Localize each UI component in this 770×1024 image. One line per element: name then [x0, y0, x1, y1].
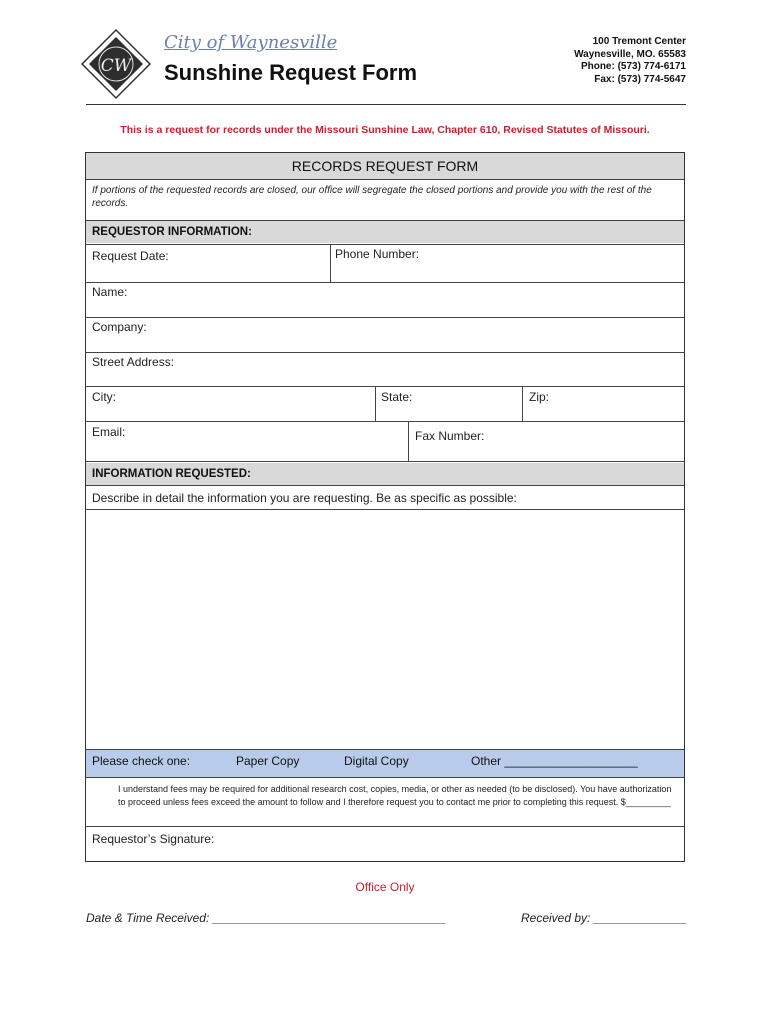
form-title: Sunshine Request Form [164, 60, 418, 85]
divider [86, 282, 684, 283]
other-option[interactable]: Other ____________________ [471, 754, 638, 768]
city-field[interactable]: City: [92, 390, 116, 404]
delivery-format-bar [86, 749, 684, 777]
email-field[interactable]: Email: [92, 425, 126, 439]
street-address-field[interactable]: Street Address: [92, 355, 175, 369]
divider [408, 421, 409, 461]
divider [86, 244, 684, 245]
requestor-signature-field[interactable]: Requestor’s Signature: [92, 832, 215, 846]
divider [522, 386, 523, 421]
date-time-received-field[interactable]: Date & Time Received: ___________________________________ [86, 911, 447, 925]
information-section-header: INFORMATION REQUESTED: [86, 463, 684, 485]
divider [375, 386, 376, 421]
received-by-field[interactable]: Received by: ______________ [521, 911, 688, 925]
describe-instructions: Describe in detail the information you are requesting. Be as specific as possible: [92, 491, 517, 505]
intro-text: If portions of the requested records are closed, our office will segregate the closed portions and provide you with the rest of the records. [92, 185, 652, 209]
address-line: 100 Tremont Center [592, 36, 686, 47]
paper-copy-option[interactable]: Paper Copy [236, 754, 300, 768]
city-address [574, 36, 686, 86]
divider [86, 461, 684, 462]
records-request-form [85, 152, 685, 862]
divider [86, 421, 684, 422]
divider [86, 352, 684, 353]
name-field[interactable]: Name: [92, 285, 128, 299]
phone-number-field[interactable]: Phone Number: [335, 247, 420, 261]
fees-acknowledgement: I understand fees may be required for additional research cost, copies, media, or other as needed (to be disclosed). You have authorization to proceed unless fees exceed the amount to follow and I therefore request you to contact me prior to completing this request. $_________ [118, 784, 672, 807]
check-one-label: Please check one: [92, 754, 191, 768]
city-logo [80, 28, 152, 100]
zip-field[interactable]: Zip: [529, 390, 550, 404]
divider [86, 485, 684, 486]
fax-number-field[interactable]: Fax Number: [415, 429, 485, 443]
phone-line: Phone: (573) 774-6171 [580, 61, 686, 72]
divider [330, 244, 331, 282]
divider [86, 386, 684, 387]
request-date-field[interactable]: Request Date: [92, 249, 169, 263]
records-request-title: RECORDS REQUEST FORM [86, 153, 684, 179]
sunshine-law-notice: This is a request for records under the Missouri Sunshine Law, Chapter 610, Revised Statutes of Missouri. [120, 124, 650, 136]
divider [86, 317, 684, 318]
svg-text:CW: CW [100, 56, 132, 76]
divider [86, 777, 684, 778]
office-only-label: Office Only [355, 880, 415, 894]
divider [86, 179, 684, 180]
city-name: City of Waynesville [164, 32, 338, 53]
header-divider [86, 104, 686, 105]
company-field[interactable]: Company: [92, 320, 147, 334]
requestor-section-header: REQUESTOR INFORMATION: [86, 221, 684, 243]
divider [86, 826, 684, 827]
state-field[interactable]: State: [381, 390, 413, 404]
divider [86, 749, 684, 750]
information-requested-area[interactable] [86, 510, 684, 748]
fax-line: Fax: (573) 774-5647 [594, 73, 686, 85]
digital-copy-option[interactable]: Digital Copy [344, 754, 409, 768]
address-line: Waynesville, MO. 65583 [574, 48, 686, 60]
